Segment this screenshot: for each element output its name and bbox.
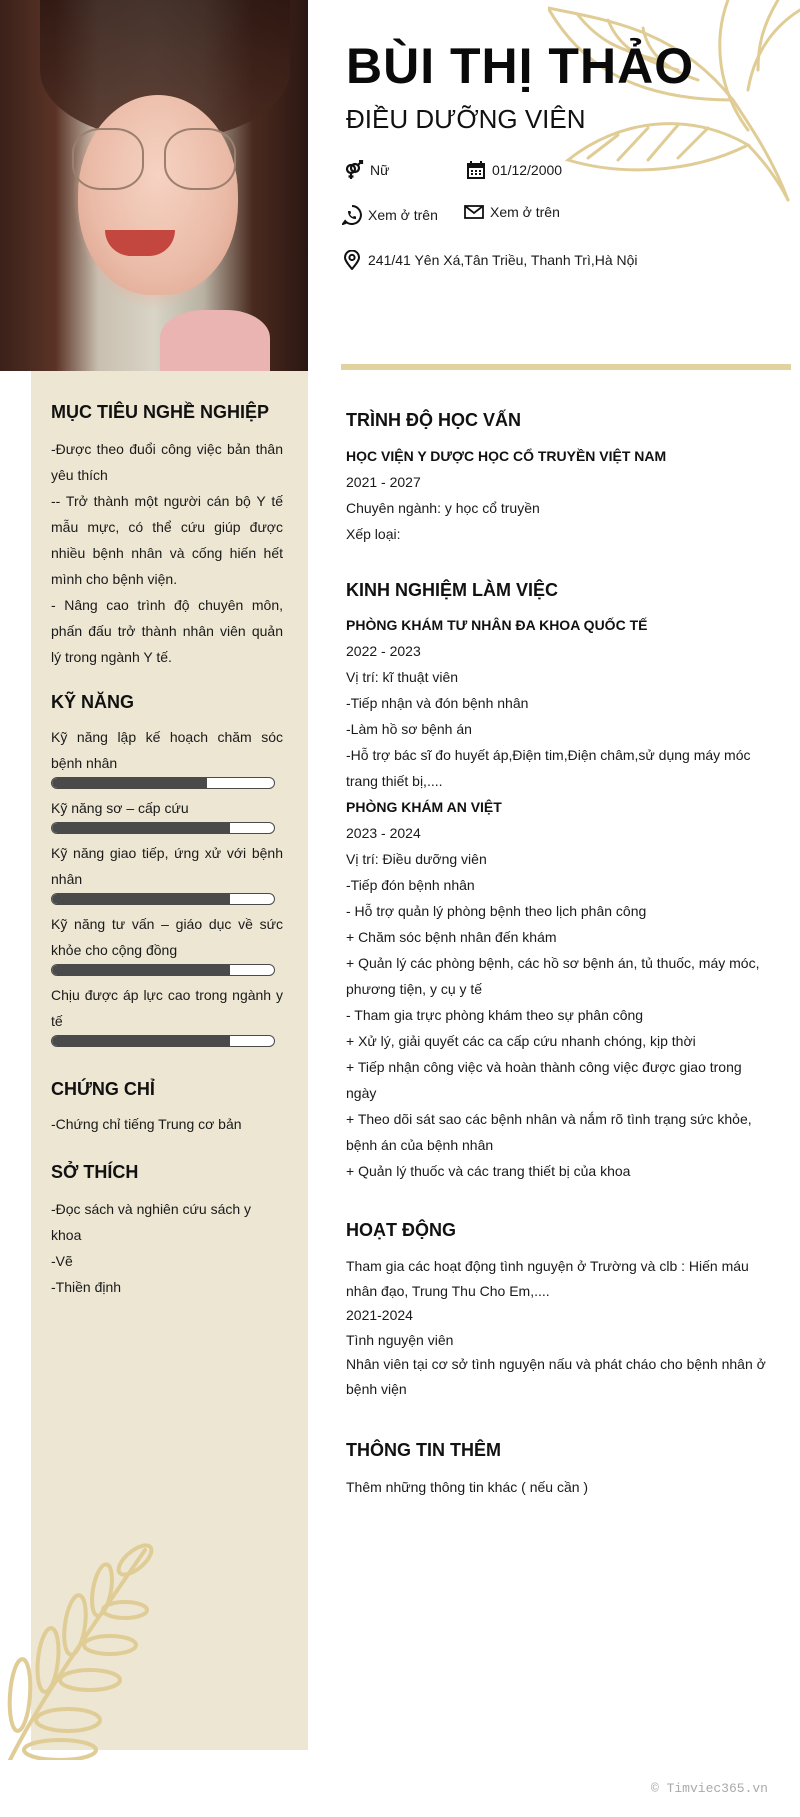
education-title: TRÌNH ĐỘ HỌC VẤN — [346, 410, 521, 430]
activity-line: Nhân viên tại cơ sở tình nguyện nấu và phát cháo cho bệnh nhân ở bệnh viện — [346, 1356, 766, 1397]
skill-bar-fill — [52, 1036, 230, 1046]
photo-face — [78, 95, 238, 295]
skill-label: Chịu được áp lực cao trong ngành y tế — [51, 987, 283, 1029]
email-value[interactable]: Xem ở trên — [490, 204, 560, 220]
section-objective — [51, 400, 283, 670]
job-line: + Quản lý thuốc và các trang thiết bị của khoa — [346, 1163, 631, 1179]
skill-bar — [51, 777, 275, 789]
contact-phone — [342, 205, 438, 225]
section-hobbies — [51, 1160, 283, 1300]
contact-email — [464, 202, 560, 222]
skill-bar — [51, 893, 275, 905]
skills-title: KỸ NĂNG — [51, 692, 135, 712]
job-line: -Tiếp nhận và đón bệnh nhân — [346, 695, 529, 711]
objective-title: MỤC TIÊU NGHỀ NGHIỆP — [51, 402, 270, 422]
watermark: © Timviec365.vn — [650, 1781, 768, 1796]
contact-gender — [344, 160, 389, 180]
section-additional — [346, 1438, 766, 1500]
skill-label: Kỹ năng tư vấn – giáo dục về sức khỏe cho cộng đồng — [51, 916, 283, 958]
skill-bar-fill — [52, 965, 230, 975]
skill-label: Kỹ năng giao tiếp, ứng xử với bệnh nhân — [51, 845, 283, 887]
job-line: Vị trí: Điều dưỡng viên — [346, 851, 487, 867]
job-entry — [346, 794, 766, 1184]
job-line: + Quản lý các phòng bệnh, các hồ sơ bệnh án, tủ thuốc, máy móc, phương tiện, y cụ y tế — [346, 955, 760, 997]
gender-value: Nữ — [370, 162, 390, 178]
birthday-value: 01/12/2000 — [492, 162, 563, 178]
objective-line: -- Trở thành một người cán bộ Y tế mẫu mực, có thể cứu giúp được nhiều bệnh nhân và cống hiến hết mình cho bệnh viện. — [51, 493, 283, 587]
header — [346, 36, 694, 134]
job-entry — [346, 612, 766, 794]
skill-bar — [51, 1035, 275, 1047]
education-period: 2021 - 2027 — [346, 474, 421, 490]
job-line: + Chăm sóc bệnh nhân đến khám — [346, 929, 557, 945]
map-pin-icon — [342, 250, 362, 270]
job-line: + Tiếp nhận công việc và hoàn thành công việc được giao trong ngày — [346, 1059, 742, 1101]
job-title: ĐIỀU DƯỠNG VIÊN — [346, 104, 586, 134]
objective-line: -Được theo đuổi công việc bản thân yêu thích — [51, 441, 283, 483]
skill-bar-fill — [52, 778, 207, 788]
hobby-line: -Thiền định — [51, 1279, 122, 1295]
skill-item — [51, 795, 283, 834]
hobbies-title: SỞ THÍCH — [51, 1162, 139, 1182]
section-activities — [346, 1218, 766, 1401]
certificates-title: CHỨNG CHỈ — [51, 1079, 155, 1099]
contact-address — [342, 250, 638, 270]
gender-icon — [344, 160, 364, 180]
skill-label: Kỹ năng sơ – cấp cứu — [51, 800, 189, 816]
school-name: HỌC VIỆN Y DƯỢC HỌC CỔ TRUYỀN VIỆT NAM — [346, 448, 667, 464]
objective-line: - Nâng cao trình độ chuyên môn, phấn đấu trở thành nhân viên quản lý trong ngành Y tế. — [51, 597, 283, 665]
candidate-name: BÙI THỊ THẢO — [346, 38, 695, 94]
job-line: Vị trí: kĩ thuật viên — [346, 669, 459, 685]
skill-item — [51, 911, 283, 976]
skill-bar-fill — [52, 894, 230, 904]
hobby-line: -Đọc sách và nghiên cứu sách y khoa — [51, 1201, 252, 1243]
job-line: -Tiếp đón bệnh nhân — [346, 877, 475, 893]
address-value: 241/41 Yên Xá,Tân Triều, Thanh Trì,Hà Nội — [368, 252, 638, 268]
skill-item — [51, 840, 283, 905]
photo-shirt — [160, 310, 270, 371]
hobby-line: -Vẽ — [51, 1253, 73, 1269]
section-experience — [346, 578, 766, 1184]
job-period: 2023 - 2024 — [346, 825, 421, 841]
whatsapp-phone-icon — [342, 205, 362, 225]
company-name: PHÒNG KHÁM AN VIỆT — [346, 799, 502, 815]
skill-label: Kỹ năng lập kế hoạch chăm sóc bệnh nhân — [51, 729, 283, 771]
activity-line: Tham gia các hoạt động tình nguyện ở Trường và clb : Hiến máu nhân đạo, Trung Thu Cho Em,.... — [346, 1258, 749, 1299]
skill-bar-fill — [52, 823, 230, 833]
branch-decoration-icon — [0, 1530, 160, 1760]
phone-value[interactable]: Xem ở trên — [368, 207, 438, 223]
job-line: + Theo dõi sát sao các bệnh nhân và nắm rõ tình trạng sức khỏe, bệnh án của bệnh nhân — [346, 1111, 752, 1153]
photo-glasses-right — [164, 128, 236, 190]
divider-gold — [341, 364, 791, 370]
activity-line: 2021-2024 — [346, 1307, 413, 1323]
job-line: + Xử lý, giải quyết các ca cấp cứu nhanh chóng, kịp thời — [346, 1033, 696, 1049]
experience-title: KINH NGHIỆM LÀM VIỆC — [346, 580, 559, 600]
additional-title: THÔNG TIN THÊM — [346, 1440, 501, 1460]
certificate-line: -Chứng chỉ tiếng Trung cơ bản — [51, 1116, 242, 1132]
section-education — [346, 408, 766, 547]
skill-bar — [51, 964, 275, 976]
skill-bar — [51, 822, 275, 834]
photo-glasses-left — [72, 128, 144, 190]
contact-birthday — [466, 160, 562, 180]
education-rank: Xếp loại: — [346, 526, 401, 542]
activity-line: Tình nguyện viên — [346, 1331, 454, 1348]
additional-line: Thêm những thông tin khác ( nếu cần ) — [346, 1479, 589, 1495]
envelope-icon — [464, 202, 484, 222]
job-line: - Tham gia trực phòng khám theo sự phân công — [346, 1007, 644, 1023]
education-major: Chuyên ngành: y học cổ truyền — [346, 500, 540, 516]
section-skills — [51, 690, 283, 1053]
section-certificates — [51, 1077, 283, 1137]
profile-photo — [0, 0, 308, 371]
job-period: 2022 - 2023 — [346, 643, 421, 659]
job-line: - Hỗ trợ quản lý phòng bệnh theo lịch phân công — [346, 903, 647, 919]
activities-title: HOẠT ĐỘNG — [346, 1220, 456, 1240]
job-line: -Làm hồ sơ bệnh án — [346, 721, 472, 737]
calendar-icon — [466, 160, 486, 180]
skill-item — [51, 724, 283, 789]
skill-item — [51, 982, 283, 1047]
job-line: -Hỗ trợ bác sĩ đo huyết áp,Điện tim,Điện châm,sử dụng máy móc trang thiết bị,.... — [346, 747, 751, 789]
company-name: PHÒNG KHÁM TƯ NHÂN ĐA KHOA QUỐC TẾ — [346, 617, 648, 633]
